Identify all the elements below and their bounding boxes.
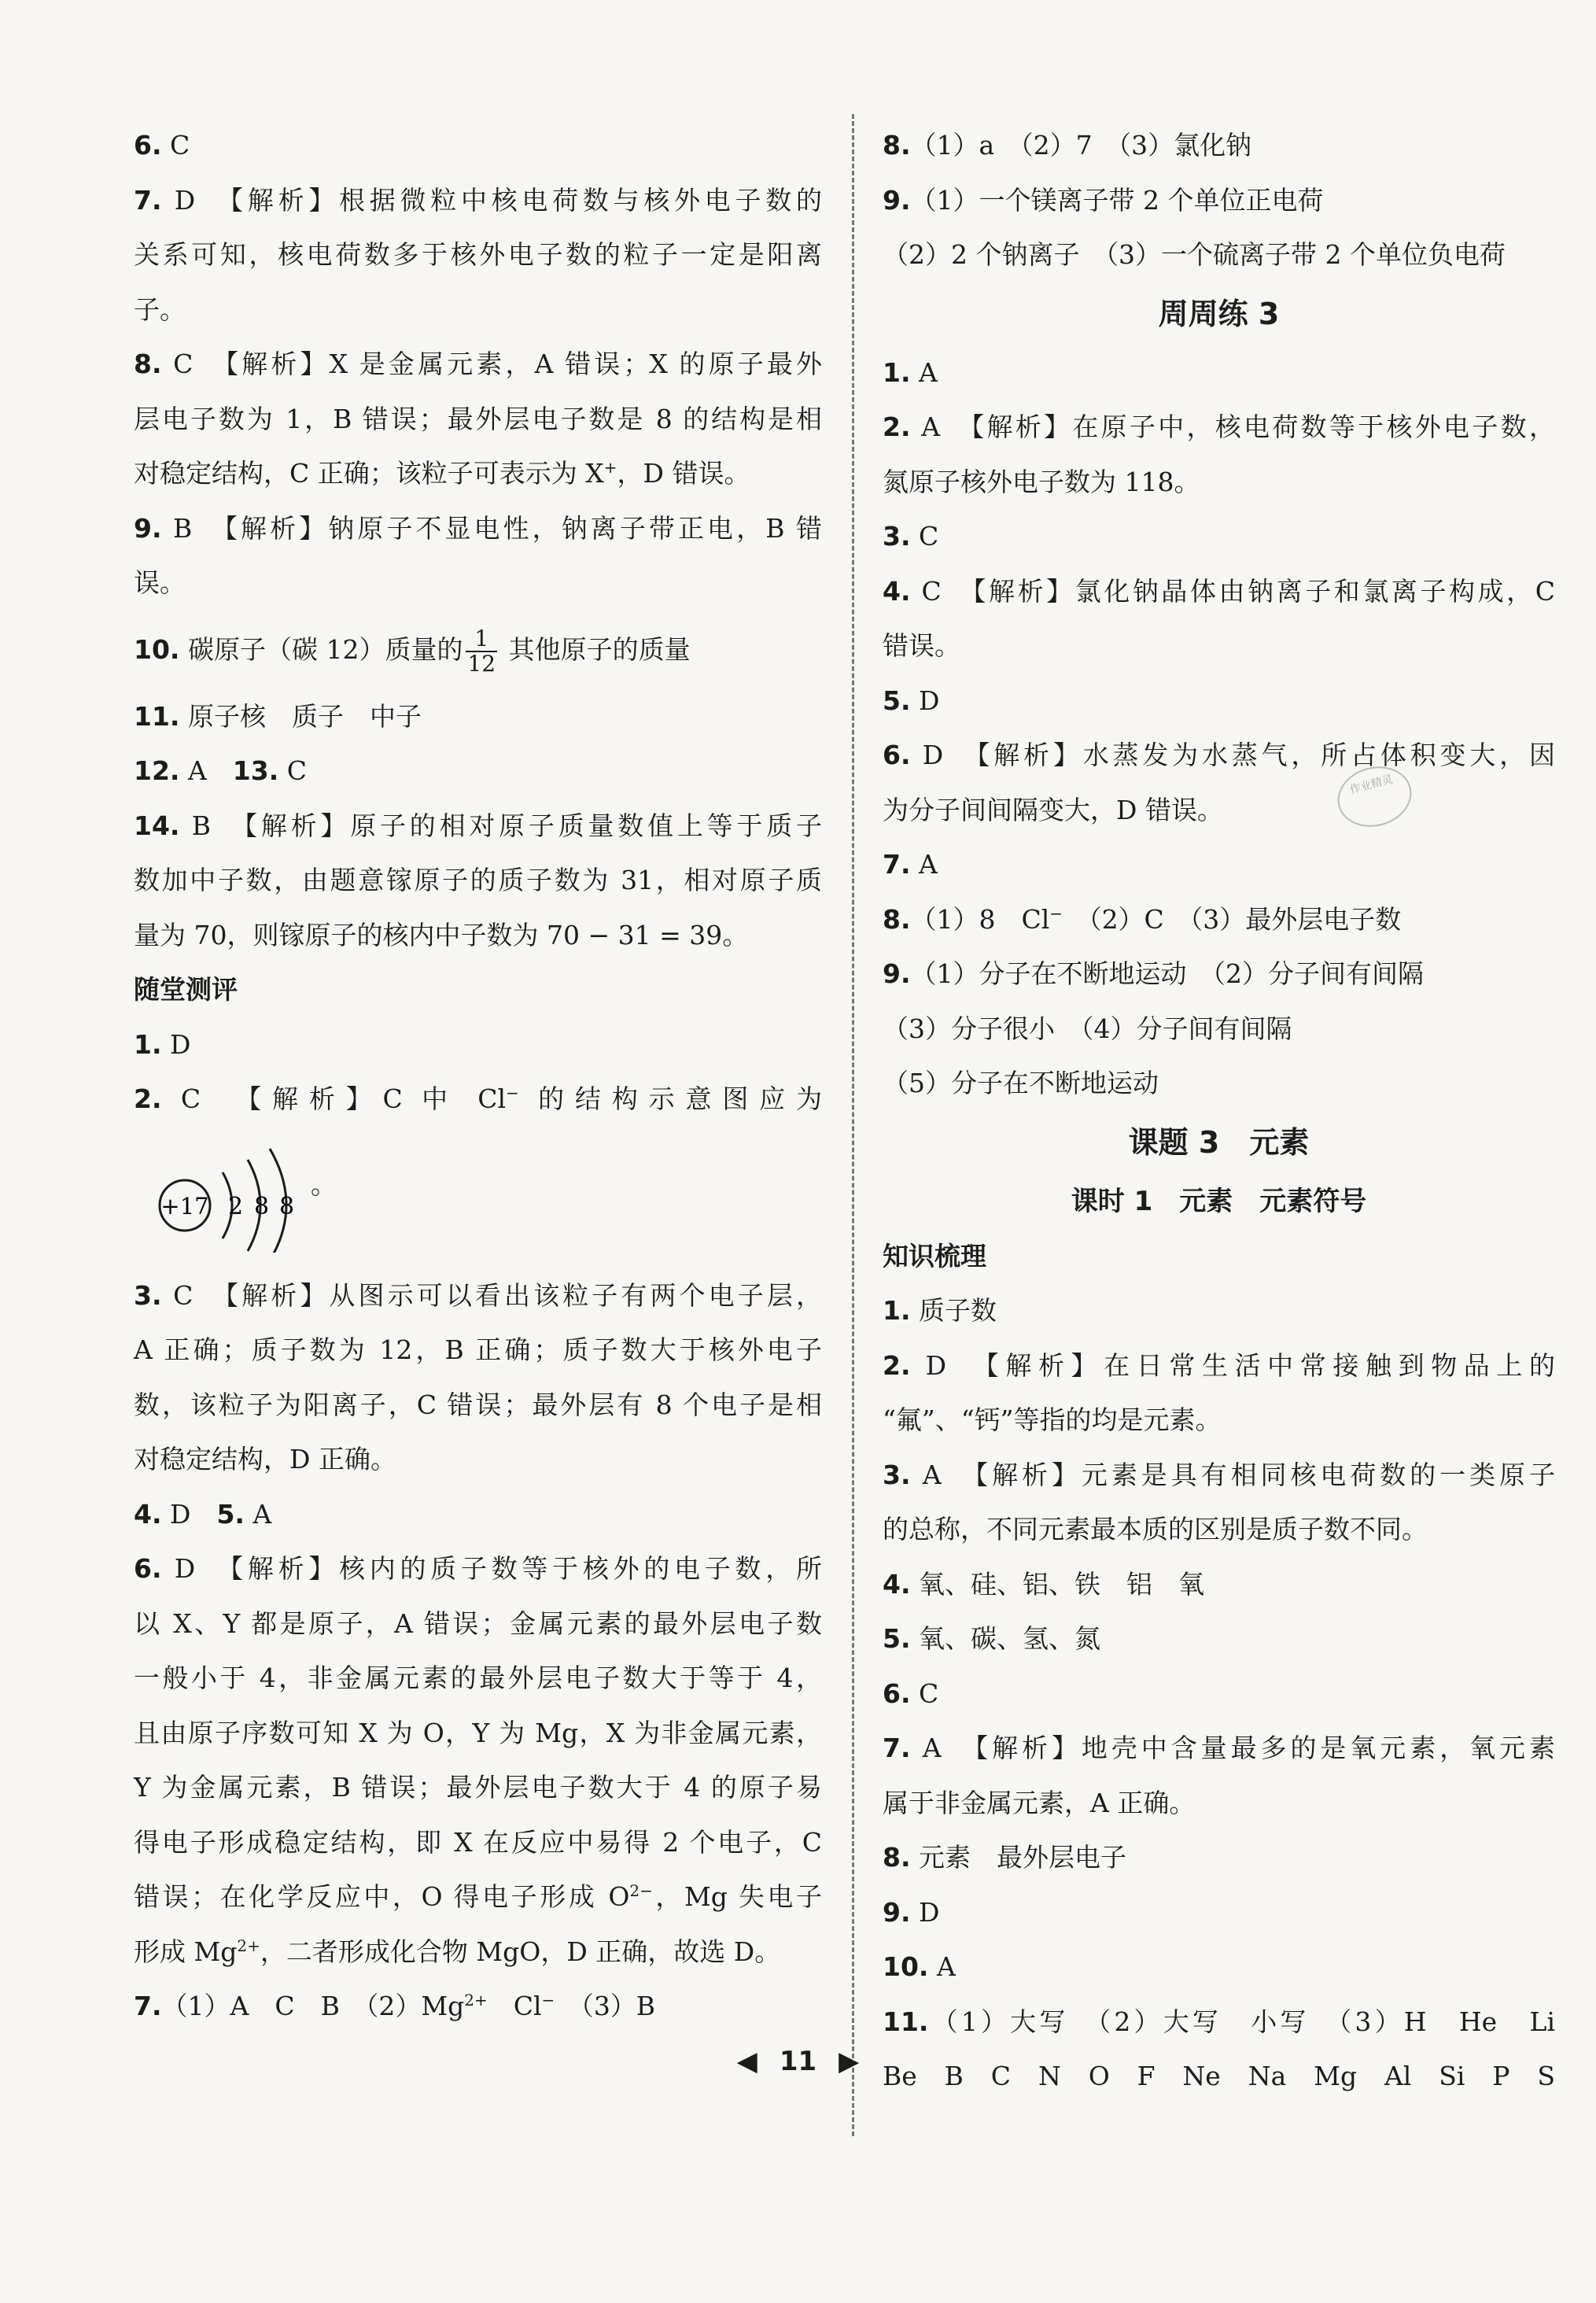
- answer-12-13: 12. A 13. C: [134, 755, 308, 786]
- lesson-title: 课题 3 元素: [1128, 1124, 1310, 1160]
- shell-1-electrons: 2: [228, 1192, 244, 1220]
- shell-3-electrons: 8: [279, 1192, 295, 1220]
- weekly-answer-6: 6. D 【解析】水蒸发为水蒸气，所占体积变大，因: [883, 740, 1555, 770]
- answer-9: 9. B 【解析】钠原子不显电性，钠离子带正电，B 错: [134, 512, 822, 544]
- answer-14: 14. B 【解析】原子的相对原子质量数值上等于质子: [134, 810, 822, 841]
- test-answer-2: 2. C 【解析】C 中 Cl− 的结构示意图应为: [134, 1083, 822, 1114]
- test-answer-1: 1. D: [134, 1028, 191, 1060]
- weekly-answer-4: 4. C 【解析】氯化钠晶体由钠离子和氯离子构成，C: [883, 575, 1555, 607]
- atom-structure-diagram: [153, 1142, 311, 1253]
- prev-page-arrow-icon[interactable]: ◀: [736, 2046, 757, 2077]
- test-answer-6: 6. D 【解析】核内的质子数等于核外的电子数，所: [134, 1553, 822, 1584]
- knowledge-answer-1: 1. 质子数: [883, 1295, 997, 1326]
- weekly-answer-3: 3. C: [883, 521, 939, 552]
- weekly-answer-8: 8.（1）8 Cl− （2）C （3）最外层电子数: [883, 903, 1402, 935]
- knowledge-answer-11: 11.（1）大写 （2）大写 小写 （3）H He Li: [883, 2006, 1555, 2037]
- test-answer-3: 3. C 【解析】从图示可以看出该粒子有两个电子层，: [134, 1279, 822, 1311]
- column-divider: [852, 114, 854, 2136]
- answer-7: 7. D 【解析】根据微粒中核电荷数与核外电子数的: [134, 184, 822, 216]
- knowledge-answer-3: 3. A 【解析】元素是具有相同核电荷数的一类原子: [883, 1459, 1555, 1490]
- section-knowledge-review: 知识梳理: [883, 1240, 986, 1271]
- test-answer-4-5: 4. D 5. A: [134, 1498, 272, 1530]
- knowledge-answer-5: 5. 氧、碳、氢、氮: [883, 1623, 1100, 1654]
- knowledge-answer-2: 2. D 【解析】在日常生活中常接触到物品上的: [883, 1349, 1555, 1381]
- knowledge-answer-7: 7. A 【解析】地壳中含量最多的是氧元素，氧元素: [883, 1733, 1555, 1763]
- answer-9-right: 9.（1）一个镁离子带 2 个单位正电荷: [883, 184, 1324, 216]
- fraction-one-twelfth: $\frac{1}{12}$: [467, 625, 496, 677]
- answer-11: 11. 原子核 质子 中子: [134, 700, 422, 732]
- test-answer-7: 7.（1）A C B $(2)Mg^{2+}$ Cl− （3）B: [134, 1991, 656, 2021]
- weekly-answer-2: 2. A 【解析】在原子中，核电荷数等于核外电子数，: [883, 412, 1555, 442]
- diagram-period: 。: [311, 1168, 337, 1200]
- right-column: 8.（1）a （2）7 （3）氯化钠 9.（1）一个镁离子带 2 个单位正电荷 （2）2 个钠离子 （3）一个硫离子带 2 个单位负电荷 周周练 3 1. A 2. A 【解析】在原子中，核电荷数等于核外电子数， 氮原子核外电子数为 118。 3. C 4. C 【解析】氯化钠晶体由钠离子和氯离子构成，C 错误。 5. D 6. D 【解析】水蒸发为水蒸气，所占体积变大，因 为分子间间隔变大，D 错误。 7. A 8.（1）8 Cl− （2）C （3）最外层电子数 9.（1）分子在不断地运动 （2）分子间有间隔 （3）分子很小 （4）分子间有间隔 （5）分子在不断地运动 课题 3 元素 课时 1 元素 元素符号 知识梳理 1. 质子数 2. D 【解析】在日常生活中常接触到物品上的 “氟”、“钙”等指的均是元素。 3. A 【解析】元素是具有相同核电荷数的一类原子 的总称，不同元素最本质的区别是质子数不同。 4. 氧、硅、铝、铁 铝 氧 5. 氧、碳、氢、氮 6. C 7. A 【解析】地壳中含量最多的是氧元素，氧元素 属于非金属元素，A 正确。 8. 元素 最外层电子 9. D 10. A 11.（1）大写 （2）大写 小写 （3）H He Li Be B C N O F Ne Na Mg Al Si P S: [883, 118, 1555, 2104]
- answer-10: 10. 碳原子（碳 12）质量的 $\frac{1}{12}$ 其他原子的质量: [134, 625, 691, 677]
- weekly-practice-title: 周周练 3: [1158, 296, 1280, 331]
- knowledge-answer-4: 4. 氧、硅、铝、铁 铝 氧: [883, 1568, 1204, 1600]
- shell-2-electrons: 8: [254, 1192, 270, 1220]
- weekly-answer-9: 9.（1）分子在不断地运动 （2）分子间有间隔: [883, 958, 1424, 989]
- section-classroom-test: 随堂测评: [134, 974, 238, 1005]
- weekly-answer-5: 5. D: [883, 685, 940, 716]
- page-footer: [0, 2046, 1596, 2077]
- knowledge-answer-10: 10. A: [883, 1951, 956, 1982]
- watermark-stamp: 作业精灵: [1331, 758, 1418, 835]
- period-title: 课时 1 元素 元素符号: [1071, 1185, 1367, 1217]
- weekly-answer-1: 1. A: [883, 356, 938, 388]
- answer-8-right: 8.（1）a （2）7 （3）氯化钠: [883, 130, 1252, 161]
- knowledge-answer-8: 8. 元素 最外层电子: [883, 1842, 1126, 1873]
- knowledge-answer-6: 6. C: [883, 1677, 939, 1709]
- chloride-ion-structure-diagram: [134, 1127, 822, 1268]
- answer-6: 6. C: [134, 130, 190, 161]
- knowledge-answer-9: 9. D: [883, 1896, 940, 1928]
- nucleus-charge: +17: [160, 1192, 209, 1220]
- left-column: 6. C 7. D 【解析】根据微粒中核电荷数与核外电子数的 关系可知，核电荷数多于核外电子数的粒子一定是阳离 子。 8. C 【解析】X 是金属元素，A 错误；X 的原子最外 层电子数为 1，B 错误；最外层电子数是 8 的结构是相 对稳定结构，C 正确；该粒子可表示为 X+，D 错误。 9. B 【解析】钠原子不显电性，钠离子带正电，B 错 误。 10. 碳原子（碳 12）质量的 $\frac{1}{12}$ 其他原子的质量 11. 原子核 质子 中子 12. A 13. C 14. B 【解析】原子的相对原子质量数值上等于质子 数加中子数，由题意镓原子的质子数为 31，相对原子质 量为 70，则镓原子的核内中子数为 70 − 31 = 39。 随堂测评 1. D 2. C 【解析】C 中 Cl− 的结构示意图应为 +17 2 8 8 。 3. C 【解析】从图示可以看出该粒子有两个电子层， A 正确；质子数为 12，B 正确；质子数大于核外电子 数，该粒子为阳离子，C 错误；最外层有 8 个电子是相 对稳定结构，D 正确。 4. D 5. A 6. D 【解析】核内的质子数等于核外的电子数，所 以 X、Y 都是原子，A 错误；金属元素的最外层电子数 一般小于 4，非金属元素的最外层电子数大于等于 4， 且由原子序数可知 X 为 O，Y 为 Mg，X 为非金属元素， Y 为金属元素，B 错误；最外层电子数大于 4 的原子易 得电子形成稳定结构，即 X 在反应中易得 2 个电子，C 错误；在化学反应中，O 得电子形成 $O^{2-}$，Mg 失电子 形成 $Mg^{2+}$，二者形成化合物 MgO，D 正确，故选 D。 7.（1）A C B $(2)Mg^{2+}$ Cl− （3）B: [134, 118, 822, 2034]
- page-number: 11: [779, 2046, 817, 2077]
- next-page-arrow-icon[interactable]: ▶: [839, 2046, 860, 2077]
- answer-8: 8. C 【解析】X 是金属元素，A 错误；X 的原子最外: [134, 349, 822, 379]
- weekly-answer-7: 7. A: [883, 849, 938, 880]
